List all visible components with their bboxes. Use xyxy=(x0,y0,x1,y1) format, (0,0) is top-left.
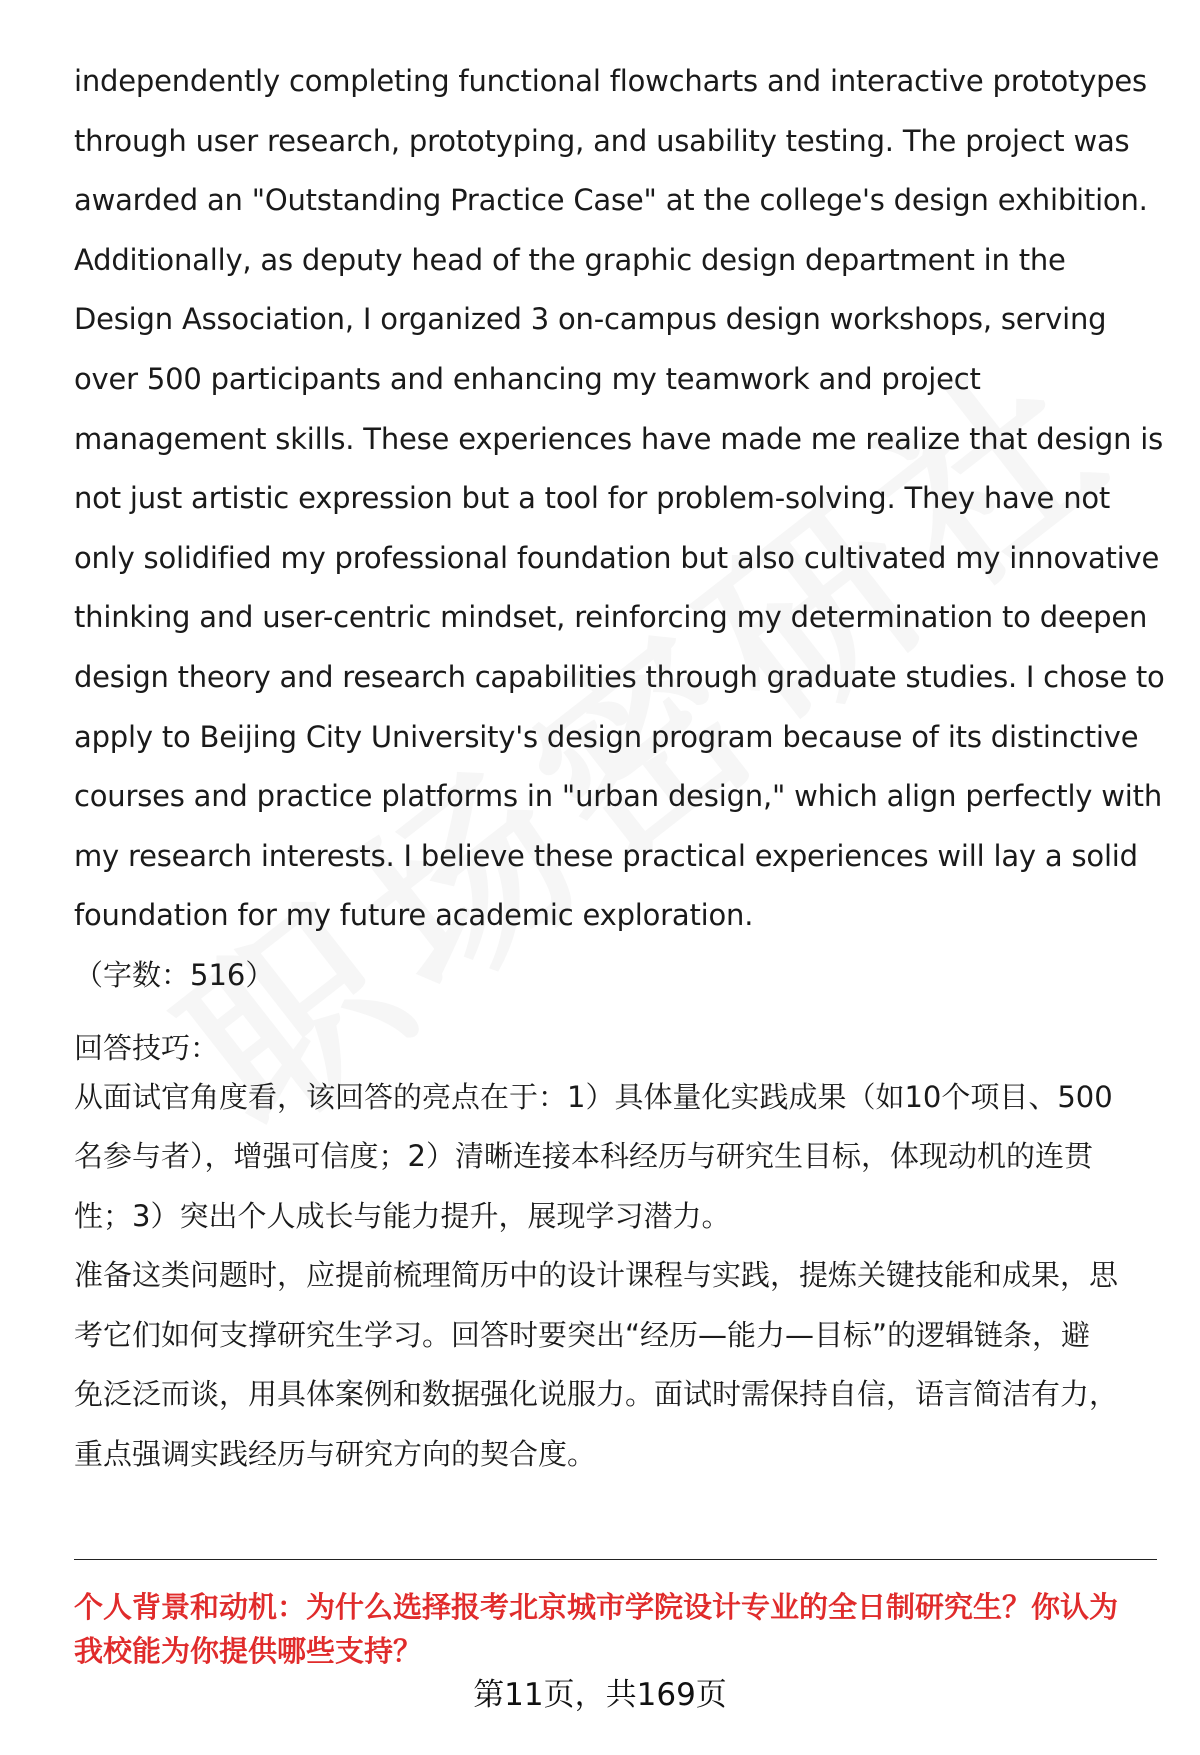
tips-line: 免泛泛而谈，用具体案例和数据强化说服力。面试时需保持自信，语言简洁有力， xyxy=(74,1377,1119,1411)
tips-heading: 回答技巧： xyxy=(74,1030,220,1065)
essay-line: management skills. These experiences have made me realize that design is xyxy=(74,421,1164,456)
essay-line: Additionally, as deputy head of the graphic design department in the xyxy=(74,242,1066,277)
next-question xyxy=(74,1585,1164,1673)
essay-line: over 500 participants and enhancing my teamwork and project xyxy=(74,361,981,396)
essay-line: through user research, prototyping, and usability testing. The project was xyxy=(74,123,1130,158)
essay-line: apply to Beijing City University's design program because of its distinctive xyxy=(74,719,1139,754)
tips-paragraph-preparation xyxy=(74,1246,1164,1484)
essay-line: not just artistic expression but a tool for problem-solving. They have not xyxy=(74,481,1111,516)
tips-line: 从面试官角度看，该回答的亮点在于：1）具体量化实践成果（如10个项目、500 xyxy=(74,1079,1113,1114)
essay-line: awarded an "Outstanding Practice Case" at the college's design exhibition. xyxy=(74,183,1148,218)
essay-answer xyxy=(74,52,1164,946)
tips-line: 考它们如何支撑研究生学习。回答时要突出“经历—能力—目标”的逻辑链条，避 xyxy=(74,1317,1091,1352)
essay-line: Design Association, I organized 3 on-campus design workshops, serving xyxy=(74,302,1107,337)
word-count: （字数：516） xyxy=(74,957,275,992)
essay-line: independently completing functional flowcharts and interactive prototypes xyxy=(74,64,1147,98)
essay-line: my research interests. I believe these practical experiences will lay a solid xyxy=(74,838,1138,873)
essay-line: foundation for my future academic exploration. xyxy=(74,898,754,933)
section-divider xyxy=(74,1559,1157,1560)
tips-paragraph-highlights xyxy=(74,1068,1164,1247)
essay-line: design theory and research capabilities through graduate studies. I chose to xyxy=(74,659,1165,694)
page-content xyxy=(74,52,1164,1484)
page-number: 第11页，共169页 xyxy=(473,1677,727,1713)
essay-line: thinking and user-centric mindset, reinforcing my determination to deepen xyxy=(74,600,1148,635)
essay-line: courses and practice platforms in "urban design," which align perfectly with xyxy=(74,779,1163,814)
question-line: 我校能为你提供哪些支持？ xyxy=(74,1634,423,1668)
tips-line: 名参与者），增强可信度；2）清晰连接本科经历与研究生目标，体现动机的连贯 xyxy=(74,1139,1093,1173)
tips-line: 准备这类问题时，应提前梳理简历中的设计课程与实践，提炼关键技能和成果，思 xyxy=(74,1258,1119,1292)
question-line: 个人背景和动机：为什么选择报考北京城市学院设计专业的全日制研究生？你认为 xyxy=(74,1590,1119,1624)
tips-line: 性；3）突出个人成长与能力提升，展现学习潜力。 xyxy=(74,1198,731,1233)
essay-line: only solidified my professional foundation but also cultivated my innovative xyxy=(74,540,1160,575)
tips-line: 重点强调实践经历与研究方向的契合度。 xyxy=(74,1436,597,1471)
